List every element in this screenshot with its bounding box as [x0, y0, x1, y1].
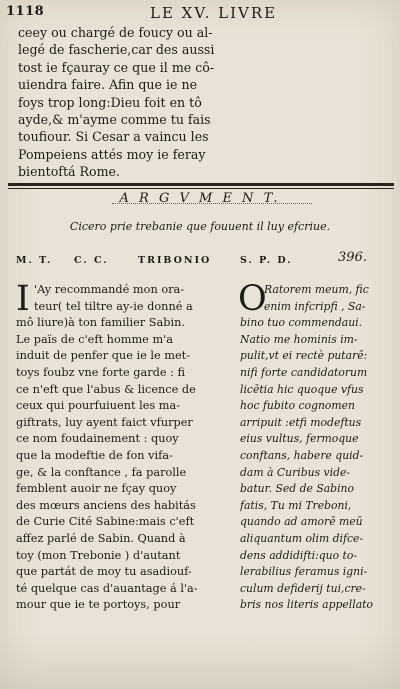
- french-line: affez parlé de Sabin. Quand à: [16, 531, 186, 545]
- latin-line: lerabilius feramus igni-: [240, 565, 368, 579]
- latin-line: hoc fubito cognomen: [240, 399, 356, 413]
- latin-line: pulit,vt ei rectè putarē:: [240, 349, 368, 363]
- address-part: M. T.: [16, 255, 53, 266]
- section-subtitle: Cicero prie trebanie que fouuent il luy efcriue.: [69, 220, 331, 233]
- latin-line: enim infcripfi , Sa-: [264, 299, 366, 313]
- french-line: ce nom foudainement : quoy: [16, 432, 179, 446]
- latin-dropcap: O: [238, 279, 267, 319]
- french-line: que la modeftie de fon vifa-: [16, 448, 173, 462]
- section-rule-thin: [8, 188, 394, 189]
- french-line: té quelque cas d'auantage á l'a-: [16, 581, 198, 595]
- french-line: giftrats, luy ayent faict vfurper: [16, 415, 193, 429]
- text-line: bientoftá Rome.: [18, 164, 120, 180]
- letter-address: [16, 255, 356, 269]
- latin-line: nifi forte candidatorum: [240, 365, 368, 379]
- address-part: C. C.: [74, 255, 109, 266]
- french-line: de Curie Cité Sabine:mais c'eft: [16, 515, 195, 529]
- french-line: mour que ie te portoys, pour: [16, 598, 181, 612]
- latin-line: bris nos literis appellato: [240, 598, 373, 612]
- french-line: teur( tel tiltre ay-ie donné a: [34, 299, 193, 313]
- text-line: tost ie fçauray ce que il me cô-: [18, 59, 215, 75]
- address-part: TRIBONIO: [138, 255, 212, 266]
- latin-line: conftans, habere quid-: [240, 448, 364, 462]
- french-line: toy (mon Trebonie ) d'autant: [16, 548, 181, 562]
- latin-line: dens addidifti:quo to-: [240, 548, 358, 562]
- latin-line: fatis, Tu mi Treboni,: [240, 498, 352, 512]
- french-line: ceux qui pourfuiuent les ma-: [16, 399, 181, 413]
- text-line: legé de fascherie,car des aussi: [18, 42, 215, 58]
- latin-line: quando ad amorē meū: [240, 515, 363, 529]
- latin-line: eius vultus, fermoque: [240, 432, 359, 446]
- page-shading: [0, 629, 400, 689]
- page-number: 1118: [6, 4, 45, 19]
- latin-line: arripuit :etfi modeftus: [240, 415, 362, 429]
- latin-line: Ratorem meum, fic: [264, 283, 369, 296]
- continued-text: [18, 24, 388, 181]
- text-line: toufiour. Si Cesar a vaincu les: [18, 129, 209, 145]
- french-line: Le païs de c'eft homme m'a: [16, 332, 174, 346]
- latin-line: licētia hic quoque vfus: [240, 382, 364, 396]
- french-line: induit de penfer que ie le met-: [16, 349, 191, 363]
- french-line: ge, & la conftance , fa parolle: [16, 465, 187, 479]
- section-rule-thick: [8, 183, 394, 186]
- running-title: LE XV. LIVRE: [150, 4, 278, 22]
- latin-line: batur. Sed de Sabino: [240, 482, 354, 496]
- text-line: Pompeiens attés moy ie feray: [18, 146, 206, 162]
- text-line: ceey ou chargé de foucy ou al-: [18, 25, 213, 40]
- latin-line: Natio me hominis im-: [240, 332, 358, 346]
- french-line: ce n'eft que l'abus & licence de: [16, 382, 196, 396]
- latin-line: bino tuo commendaui.: [240, 316, 363, 330]
- french-line: que partát de moy tu asadiouf-: [16, 565, 192, 579]
- address-part: S. P. D.: [240, 255, 293, 266]
- latin-column: [238, 279, 392, 614]
- latin-line: culum defiderij tui,cre-: [240, 581, 366, 595]
- french-dropcap: I: [16, 279, 30, 319]
- section-title: A R G V M E N T.: [119, 191, 281, 206]
- latin-line: dam à Curibus vide-: [240, 465, 351, 479]
- folio-number: 396.: [338, 250, 367, 265]
- text-line: ayde,& m'ayme comme tu fais: [18, 112, 211, 128]
- text-line: uiendra faire. Afin que ie ne: [18, 77, 198, 93]
- text-line: foys trop long:Dieu foit en tô: [18, 94, 202, 110]
- french-line: 'Ay recommandé mon ora-: [34, 283, 185, 296]
- french-line: des mœurs anciens des habitás: [16, 498, 196, 512]
- french-column: [16, 279, 234, 614]
- page-header: [0, 4, 400, 24]
- french-line: femblent auoir ne fçay quoy: [16, 482, 177, 496]
- french-line: toys foubz vne forte garde : fi: [16, 365, 186, 379]
- latin-line: aliquantum olim difce-: [240, 531, 364, 545]
- french-line: mô liure)à ton familier Sabin.: [16, 316, 185, 330]
- title-underline: [112, 203, 312, 204]
